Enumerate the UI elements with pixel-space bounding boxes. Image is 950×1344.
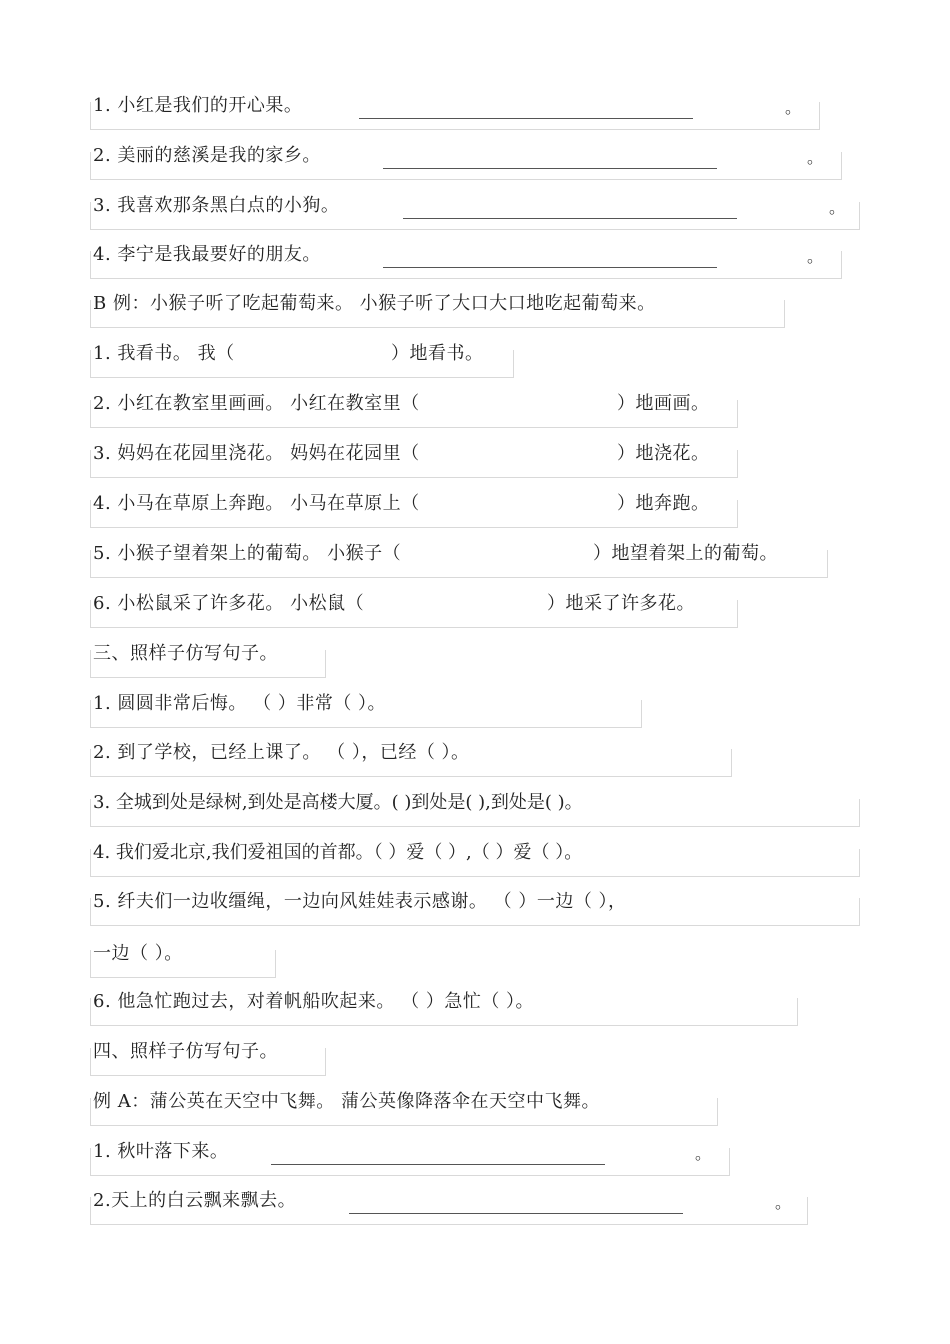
fill-row	[90, 693, 642, 728]
fill-text-before: 2. 小红在教室里画画。 小红在教室里（	[93, 393, 420, 414]
fill-text-after: ）地浇花。	[617, 443, 710, 464]
sentence-text: 4. 李宁是我最要好的朋友。	[93, 244, 321, 265]
answer-blank[interactable]	[359, 118, 693, 119]
answer-blank[interactable]	[383, 168, 717, 169]
answer-blank[interactable]	[349, 1213, 683, 1214]
fill-text-after: ）地采了许多花。	[547, 593, 695, 614]
fill-text-before: 4. 小马在草原上奔跑。 小马在草原上（	[93, 493, 420, 514]
fill-text-after: ）地画画。	[617, 393, 710, 414]
sentence-text: 2.天上的白云飘来飘去。	[93, 1190, 297, 1211]
fill-row	[90, 742, 732, 777]
fill-text-after: ）地望着架上的葡萄。	[593, 543, 778, 564]
section-heading: 四、照样子仿写句子。	[93, 1041, 278, 1062]
sentence-text: 1. 秋叶落下来。	[93, 1141, 229, 1162]
fill-text: 4. 我们爱北京,我们爱祖国的首都。（ ）爱（ ）,（ ）爱（ ）。	[93, 842, 583, 863]
fill-text: 5. 纤夫们一边收缰绳，一边向风娃娃表示感谢。 （ ）一边（ ），	[93, 891, 627, 912]
fill-row	[90, 991, 798, 1026]
fill-row	[90, 543, 828, 578]
section-heading-row	[90, 1041, 326, 1076]
section-heading: 三、照样子仿写句子。	[93, 643, 278, 664]
fill-text-after: ）地奔跑。	[617, 493, 710, 514]
fill-text-before: 1. 我看书。 我（	[93, 343, 235, 364]
sentence-row	[90, 95, 820, 130]
fill-row	[90, 943, 276, 978]
fill-row	[90, 343, 514, 378]
sentence-row	[90, 1141, 730, 1176]
answer-blank[interactable]	[383, 267, 717, 268]
fill-text-before: 5. 小猴子望着架上的葡萄。 小猴子（	[93, 543, 402, 564]
sentence-text: 3. 我喜欢那条黑白点的小狗。	[93, 195, 340, 216]
example-row	[90, 293, 785, 328]
fill-row	[90, 891, 860, 926]
fill-row	[90, 792, 860, 827]
example-row	[90, 1091, 718, 1126]
sentence-row	[90, 195, 860, 230]
fill-text: 6. 他急忙跑过去，对着帆船吹起来。 （ ）急忙（ ）。	[93, 991, 535, 1012]
fill-row	[90, 443, 738, 478]
sentence-end: 。	[807, 247, 824, 266]
sentence-end: 。	[695, 1144, 712, 1163]
sentence-end: 。	[807, 148, 824, 167]
fill-text-before: 6. 小松鼠采了许多花。 小松鼠（	[93, 593, 365, 614]
fill-text: 一边（ ）。	[93, 943, 183, 964]
sentence-end: 。	[775, 1193, 792, 1212]
answer-blank[interactable]	[403, 218, 737, 219]
example-text: 例 A：蒲公英在天空中飞舞。 蒲公英像降落伞在天空中飞舞。	[93, 1091, 600, 1112]
section-heading-row	[90, 643, 326, 678]
fill-text: 2. 到了学校，已经上课了。 （ ），已经（ ）。	[93, 742, 470, 763]
fill-row	[90, 593, 738, 628]
fill-text-before: 3. 妈妈在花园里浇花。 妈妈在花园里（	[93, 443, 420, 464]
fill-row	[90, 393, 738, 428]
sentence-row	[90, 244, 842, 279]
sentence-text: 2. 美丽的慈溪是我的家乡。	[93, 145, 321, 166]
sentence-end: 。	[829, 198, 846, 217]
sentence-row	[90, 145, 842, 180]
fill-text: 1. 圆圆非常后悔。 （ ）非常（ ）。	[93, 693, 387, 714]
example-text: B 例：小猴子听了吃起葡萄来。 小猴子听了大口大口地吃起葡萄来。	[93, 293, 656, 314]
fill-text-after: ）地看书。	[391, 343, 484, 364]
answer-blank[interactable]	[271, 1164, 605, 1165]
fill-row	[90, 493, 738, 528]
fill-row	[90, 842, 860, 877]
sentence-end: 。	[785, 98, 802, 117]
sentence-text: 1. 小红是我们的开心果。	[93, 95, 303, 116]
sentence-row	[90, 1190, 808, 1225]
fill-text: 3. 全城到处是绿树,到处是高楼大厦。( )到处是( ),到处是( )。	[93, 792, 583, 813]
